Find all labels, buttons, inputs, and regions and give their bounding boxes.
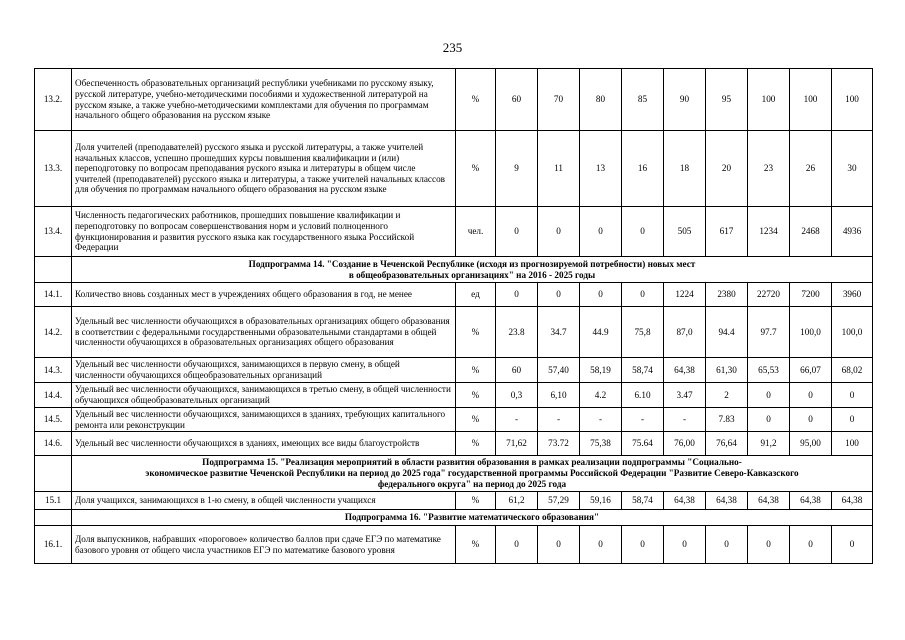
indicator-value: 0: [748, 383, 790, 408]
indicator-description: Доля выпускников, набравших «пороговое» количество баллов при сдаче ЕГЭ по математике базового уровня от общего числа участников ЕГЭ по математике базового уровня: [72, 526, 456, 564]
indicator-value: 23.8: [496, 307, 538, 358]
indicator-value: 505: [664, 207, 706, 257]
indicator-value: 16: [622, 131, 664, 207]
indicator-value: 0: [496, 526, 538, 564]
indicator-value: 2380: [706, 283, 748, 307]
indicator-row: [35, 358, 873, 383]
subprogram-title: [72, 510, 873, 526]
indicator-unit: %: [456, 307, 496, 358]
indicator-value: 64,38: [748, 492, 790, 510]
indicator-description: Обеспеченность образовательных организаций республики учебниками по русскому языку, русской литературе, учебно-методическими пособиями и художественной литературой на русском языке, а также учебно-методическими комплектами для обучения по программам начального общего образования на русском языке: [72, 69, 456, 131]
indicator-description: Доля учителей (преподавателей) русского языка и русской литературы, а также учителей начальных классов, успешно прошедших курсы повышения квалификации и (или) переподготовку по вопросам преподавания руского языка и литературы в общем числе учителей (преподавателей) русского языка и литературы, а также учителей начальных классов для обучения по программам начального общего образования на русском языке: [72, 131, 456, 207]
indicator-number: 15.1: [35, 492, 72, 510]
indicator-row: [35, 69, 873, 131]
indicator-value: 100: [832, 69, 873, 131]
indicator-unit: %: [456, 383, 496, 408]
indicator-row: [35, 207, 873, 257]
indicator-value: 64,38: [664, 358, 706, 383]
indicator-value: 60: [496, 69, 538, 131]
indicator-description: Удельный вес численности обучающихся в зданиях, имеющих все виды благоустройств: [72, 432, 456, 456]
indicator-row: [35, 492, 873, 510]
indicator-value: 11: [538, 131, 580, 207]
indicator-value: 70: [538, 69, 580, 131]
indicator-value: 60: [496, 358, 538, 383]
indicator-value: 0: [748, 408, 790, 432]
indicator-value: 75,38: [580, 432, 622, 456]
indicator-value: 87,0: [664, 307, 706, 358]
indicator-value: 4936: [832, 207, 873, 257]
indicator-number: 14.5.: [35, 408, 72, 432]
indicator-value: 0: [538, 283, 580, 307]
indicator-value: 76,00: [664, 432, 706, 456]
indicator-value: 61,30: [706, 358, 748, 383]
indicator-value: 0: [622, 207, 664, 257]
indicator-value: 44.9: [580, 307, 622, 358]
indicator-unit: %: [456, 131, 496, 207]
indicator-number: 14.4.: [35, 383, 72, 408]
indicator-value: 2468: [790, 207, 832, 257]
subprogram-title: [72, 456, 873, 492]
indicator-value: 100,0: [790, 307, 832, 358]
indicator-unit: %: [456, 432, 496, 456]
indicator-row: [35, 526, 873, 564]
indicator-description: Доля учащихся, занимающихся в 1-ю смену, в общей численности учащихся: [72, 492, 456, 510]
indicator-value: 68,02: [832, 358, 873, 383]
subprogram-header-row: [35, 456, 873, 492]
indicator-value: 59,16: [580, 492, 622, 510]
subprogram-title-line: федерального округа" на период до 2025 года: [377, 479, 567, 490]
indicator-description: Численность педагогических работников, прошедших повышение квалификации и переподготовку по вопросам совершенствования норм и условий полноценного функционирования и развития русского языка как государственного языка Российской Федерации: [72, 207, 456, 257]
indicator-value: 7.83: [706, 408, 748, 432]
indicator-value: 100: [748, 69, 790, 131]
subprogram-title-line: Подпрограмма 16. "Развитие математического образования": [344, 512, 600, 523]
indicator-value: 58,74: [622, 492, 664, 510]
indicator-value: 0: [832, 383, 873, 408]
indicator-value: 0: [580, 526, 622, 564]
indicator-value: 100,0: [832, 307, 873, 358]
indicator-value: 0: [790, 383, 832, 408]
indicator-value: 91,2: [748, 432, 790, 456]
indicator-row: [35, 408, 873, 432]
indicator-value: 0: [790, 408, 832, 432]
indicator-value: 64,38: [664, 492, 706, 510]
subprogram-title-line: экономическое развитие Чеченской Республики на период до 2025 года" государственной программы Российской Федерации "Развитие Северо-Кавказского: [145, 468, 799, 479]
indicator-row: [35, 131, 873, 207]
indicator-value: 100: [790, 69, 832, 131]
page-number: 235: [442, 40, 463, 55]
indicator-number: 13.2.: [35, 69, 72, 131]
indicator-value: 71,62: [496, 432, 538, 456]
indicator-value: 0: [832, 408, 873, 432]
indicator-value: 0: [790, 526, 832, 564]
indicator-unit: ед: [456, 283, 496, 307]
indicator-value: 4.2: [580, 383, 622, 408]
indicator-value: 1224: [664, 283, 706, 307]
indicator-value: -: [664, 408, 706, 432]
subprogram-number-cell: [35, 456, 72, 492]
indicator-value: 0: [496, 207, 538, 257]
indicator-value: 18: [664, 131, 706, 207]
indicator-value: 6.10: [622, 383, 664, 408]
indicator-value: 75,8: [622, 307, 664, 358]
subprogram-title: [72, 257, 873, 283]
indicator-number: 13.4.: [35, 207, 72, 257]
indicators-table-body: [35, 69, 873, 564]
indicator-value: 13: [580, 131, 622, 207]
indicator-row: [35, 307, 873, 358]
indicator-value: 80: [580, 69, 622, 131]
indicator-value: 73.72: [538, 432, 580, 456]
indicator-value: 1234: [748, 207, 790, 257]
indicator-value: 100: [832, 432, 873, 456]
indicator-row: [35, 283, 873, 307]
indicator-value: 0,3: [496, 383, 538, 408]
indicator-number: 13.3.: [35, 131, 72, 207]
indicator-value: 95: [706, 69, 748, 131]
indicator-value: -: [580, 408, 622, 432]
subprogram-number-cell: [35, 510, 72, 526]
indicator-number: 14.3.: [35, 358, 72, 383]
indicator-value: 23: [748, 131, 790, 207]
indicator-value: 76,64: [706, 432, 748, 456]
subprogram-number-cell: [35, 257, 72, 283]
indicator-unit: %: [456, 492, 496, 510]
indicator-value: 0: [538, 207, 580, 257]
indicator-value: 65,53: [748, 358, 790, 383]
indicator-value: 90: [664, 69, 706, 131]
indicator-description: Удельный вес численности обучающихся, занимающихся в зданиях, требующих капитального ремонта или реконструкции: [72, 408, 456, 432]
indicator-value: 0: [538, 526, 580, 564]
indicator-value: 0: [706, 526, 748, 564]
indicator-number: 14.6.: [35, 432, 72, 456]
indicator-value: 57,29: [538, 492, 580, 510]
indicator-value: 0: [622, 283, 664, 307]
indicator-value: 0: [496, 283, 538, 307]
indicator-value: 0: [664, 526, 706, 564]
indicator-value: -: [538, 408, 580, 432]
indicator-row: [35, 432, 873, 456]
indicator-value: 58,74: [622, 358, 664, 383]
indicator-value: 0: [748, 526, 790, 564]
indicator-value: 3960: [832, 283, 873, 307]
indicator-value: 20: [706, 131, 748, 207]
subprogram-title-line: Подпрограмма 15. "Реализация мероприятий в области развития образования в рамках реализации подпрограммы "Социально-: [202, 457, 742, 468]
indicator-value: 57,40: [538, 358, 580, 383]
indicator-value: 7200: [790, 283, 832, 307]
indicator-value: 64,38: [832, 492, 873, 510]
indicator-value: 0: [622, 526, 664, 564]
indicator-value: -: [622, 408, 664, 432]
indicator-value: 94.4: [706, 307, 748, 358]
indicator-number: 14.2.: [35, 307, 72, 358]
indicator-value: 61,2: [496, 492, 538, 510]
indicator-value: 9: [496, 131, 538, 207]
indicator-value: 6,10: [538, 383, 580, 408]
indicator-value: 75.64: [622, 432, 664, 456]
indicator-value: 617: [706, 207, 748, 257]
indicator-value: 66,07: [790, 358, 832, 383]
indicator-unit: %: [456, 69, 496, 131]
indicator-description: Удельный вес численности обучающихся, занимающихся в третью смену, в общей численности обучающихся общеобразовательных организаций: [72, 383, 456, 408]
indicator-description: Удельный вес численности обучающихся, занимающихся в первую смену, в общей численности обучающихся общеобразовательных организаций: [72, 358, 456, 383]
indicators-table: [34, 68, 873, 564]
indicator-value: 0: [832, 526, 873, 564]
indicator-value: 85: [622, 69, 664, 131]
subprogram-title-line: Подпрограмма 14. "Создание в Чеченской Республике (исходя из прогнозируемой потребности) новых мест: [248, 258, 696, 269]
indicator-value: 0: [580, 283, 622, 307]
indicator-value: 3.47: [664, 383, 706, 408]
indicator-value: 0: [580, 207, 622, 257]
indicator-value: 64,38: [790, 492, 832, 510]
indicator-row: [35, 383, 873, 408]
indicator-unit: чел.: [456, 207, 496, 257]
indicator-value: 2: [706, 383, 748, 408]
indicator-number: 16.1.: [35, 526, 72, 564]
subprogram-title-line: в общеобразовательных организациях" на 2016 - 2025 годы: [348, 269, 596, 280]
indicator-value: -: [496, 408, 538, 432]
indicator-value: 22720: [748, 283, 790, 307]
indicator-value: 30: [832, 131, 873, 207]
indicator-value: 97.7: [748, 307, 790, 358]
indicator-description: Удельный вес численности обучающихся в образовательных организациях общего образования в соответствии с федеральными государственными образовательными стандартами в общей численности обучающихся в образовательных организациях общего образования: [72, 307, 456, 358]
indicator-value: 34.7: [538, 307, 580, 358]
indicator-unit: %: [456, 408, 496, 432]
indicator-description: Количество вновь созданных мест в учреждениях общего образования в год, не менее: [72, 283, 456, 307]
indicator-unit: %: [456, 526, 496, 564]
indicator-value: 58,19: [580, 358, 622, 383]
indicator-value: 26: [790, 131, 832, 207]
subprogram-header-row: [35, 257, 873, 283]
subprogram-header-row: [35, 510, 873, 526]
indicator-unit: %: [456, 358, 496, 383]
indicator-value: 95,00: [790, 432, 832, 456]
indicator-value: 64,38: [706, 492, 748, 510]
indicator-number: 14.1.: [35, 283, 72, 307]
